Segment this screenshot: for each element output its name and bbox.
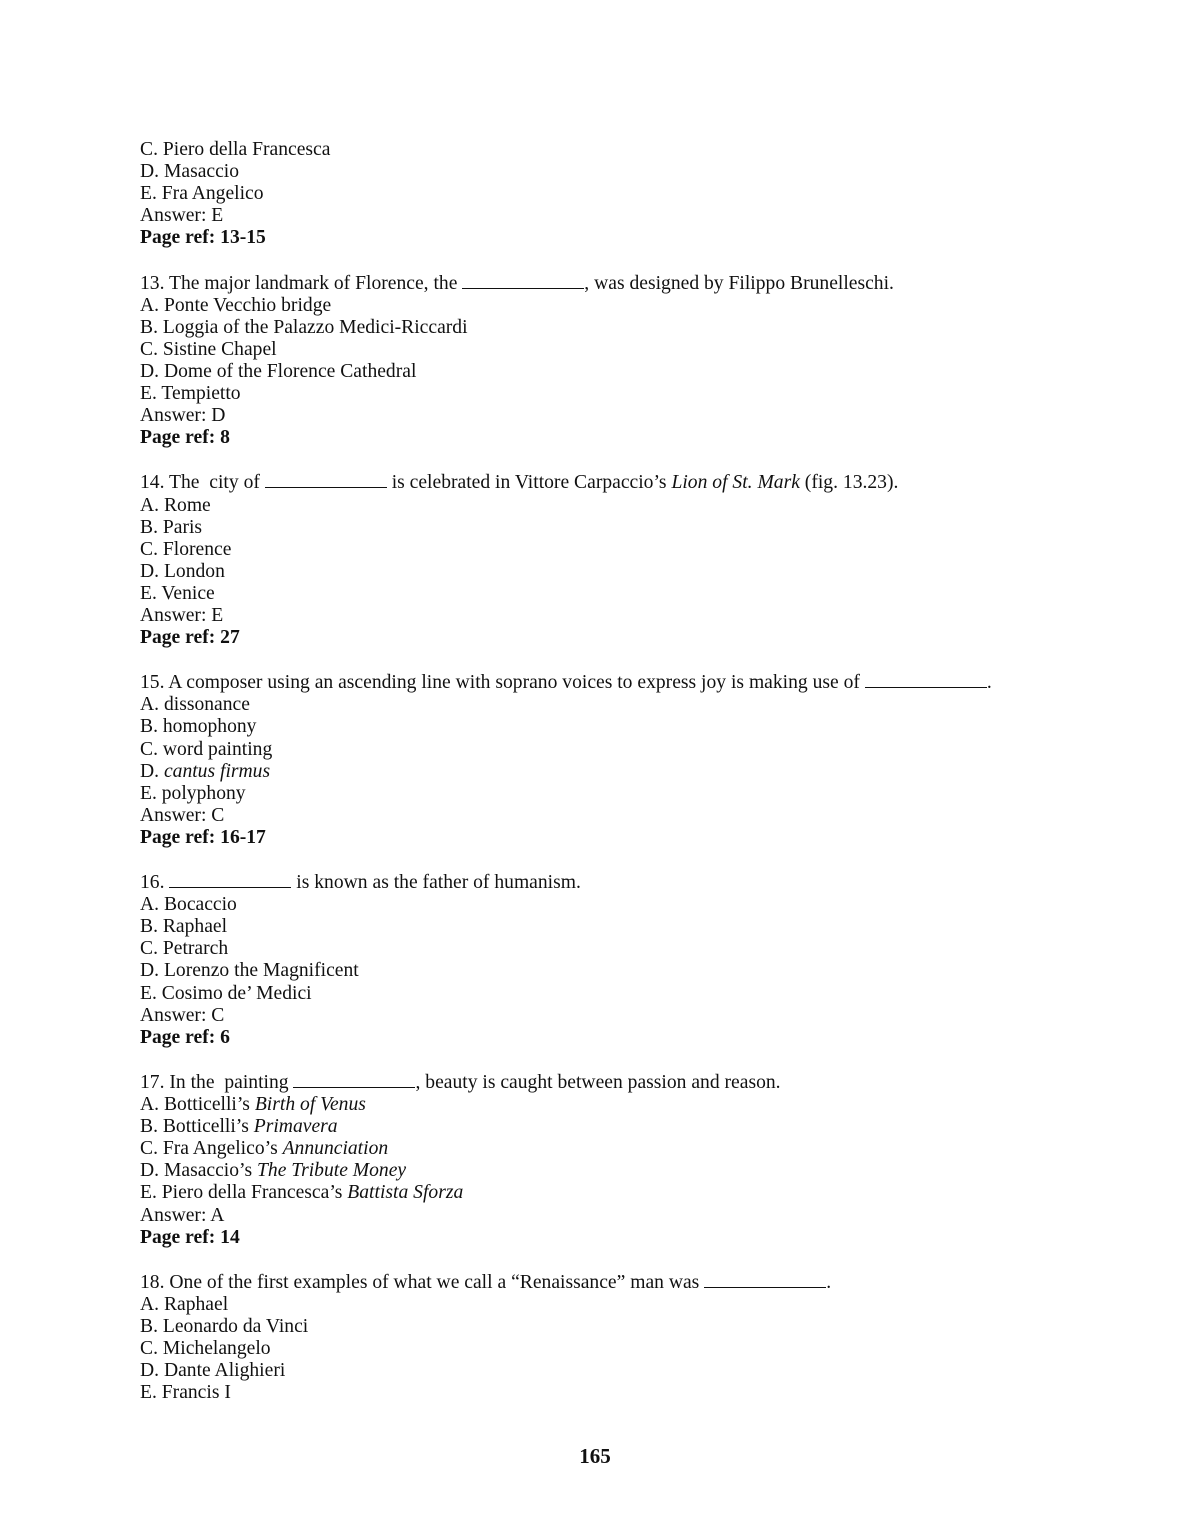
text-segment: 18. One of the first examples of what we call a “Renaissance” man was	[140, 1271, 705, 1293]
document-body	[140, 139, 1100, 1426]
question-stem	[140, 272, 1100, 295]
answer-option	[140, 339, 1100, 361]
page-reference: Page ref: 27	[140, 627, 240, 649]
answer-key: Answer: D	[140, 405, 226, 427]
answer-option	[140, 938, 1100, 960]
text-segment: 13. The major landmark of Florence, the	[140, 272, 463, 294]
answer-option	[140, 916, 1100, 938]
answer-option	[140, 295, 1100, 317]
answer-option	[140, 694, 1100, 716]
text-segment: A. Botticelli’s	[140, 1094, 255, 1116]
answer-option	[140, 1316, 1100, 1338]
italic-title: Battista Sforza	[347, 1182, 464, 1204]
answer-blank	[462, 272, 584, 289]
text-segment: C. Michelangelo	[140, 1338, 271, 1360]
text-segment: B. Paris	[140, 516, 203, 538]
page-reference: Page ref: 13-15	[140, 227, 266, 249]
text-segment: E. Fra Angelico	[140, 183, 264, 205]
text-segment: 15. A composer using an ascending line with soprano voices to express joy is making use of	[140, 672, 865, 694]
answer-option	[140, 761, 1100, 783]
question-block	[140, 471, 1100, 649]
text-segment: E. Venice	[140, 582, 215, 604]
text-segment: (fig. 13.23).	[799, 472, 899, 494]
text-segment: A. Ponte Vecchio bridge	[140, 294, 332, 316]
text-segment: B. Leonardo da Vinci	[140, 1315, 309, 1337]
text-segment: is celebrated in Vittore Carpaccio’s	[386, 472, 672, 494]
answer-blank	[169, 871, 291, 888]
answer-option	[140, 361, 1100, 383]
answer-blank	[293, 1071, 415, 1088]
page-reference: Page ref: 6	[140, 1026, 230, 1048]
answer-option	[140, 783, 1100, 805]
text-segment: B. homophony	[140, 716, 257, 738]
text-segment: A. Raphael	[140, 1293, 229, 1315]
question-block	[140, 272, 1100, 450]
answer-option	[140, 1338, 1100, 1360]
text-segment: .	[986, 672, 992, 694]
answer-option	[140, 894, 1100, 916]
text-segment: E. Francis I	[140, 1382, 231, 1404]
question-stem	[140, 471, 1100, 494]
text-segment: B. Botticelli’s	[140, 1116, 254, 1138]
text-segment: E. Cosimo de’ Medici	[140, 982, 312, 1004]
italic-title: Lion of St. Mark	[671, 472, 800, 494]
question-block	[140, 871, 1100, 1049]
answer-option	[140, 1094, 1100, 1116]
text-segment: 16.	[140, 872, 170, 894]
answer-option	[140, 1116, 1100, 1138]
answer-option	[140, 1382, 1100, 1404]
text-segment: D. Masaccio’s	[140, 1160, 257, 1182]
question-block	[140, 1271, 1100, 1405]
text-segment: C. Sistine Chapel	[140, 338, 277, 360]
page-reference: Page ref: 16-17	[140, 826, 266, 848]
text-segment: 14. The city of	[140, 472, 265, 494]
page-reference: Page ref: 14	[140, 1226, 240, 1248]
answer-key: Answer: C	[140, 1004, 225, 1026]
answer-option	[140, 1160, 1100, 1182]
text-segment: is known as the father of humanism.	[291, 872, 581, 894]
question-stem	[140, 871, 1100, 894]
text-segment: A. dissonance	[140, 694, 250, 716]
question-stem	[140, 671, 1100, 694]
text-segment: D. Lorenzo the Magnificent	[140, 960, 359, 982]
answer-blank	[265, 471, 387, 488]
text-segment: D.	[140, 760, 164, 782]
answer-key: Answer: A	[140, 1204, 225, 1226]
text-segment: B. Raphael	[140, 916, 228, 938]
answer-option	[140, 495, 1100, 517]
text-segment: D. Dome of the Florence Cathedral	[140, 360, 417, 382]
answer-key: Answer: E	[140, 604, 224, 626]
text-segment: A. Rome	[140, 494, 211, 516]
question-block	[140, 1071, 1100, 1249]
question-stem	[140, 1071, 1100, 1094]
answer-option	[140, 1294, 1100, 1316]
answer-option	[140, 161, 1100, 183]
text-segment: C. Fra Angelico’s	[140, 1138, 283, 1160]
text-segment: , was designed by Filippo Brunelleschi.	[584, 272, 894, 294]
answer-option	[140, 183, 1100, 205]
answer-option	[140, 317, 1100, 339]
page-reference: Page ref: 8	[140, 427, 230, 449]
text-segment: D. Dante Alighieri	[140, 1360, 286, 1382]
text-segment: D. Masaccio	[140, 161, 240, 183]
answer-key: Answer: E	[140, 205, 224, 227]
text-segment: 17. In the painting	[140, 1071, 294, 1093]
answer-option	[140, 583, 1100, 605]
answer-option	[140, 561, 1100, 583]
text-segment: C. word painting	[140, 738, 273, 760]
answer-option	[140, 383, 1100, 405]
text-segment: E. Tempietto	[140, 383, 241, 405]
text-segment: C. Petrarch	[140, 938, 229, 960]
question-block	[140, 139, 1100, 249]
italic-title: Annunciation	[282, 1138, 389, 1160]
answer-option	[140, 139, 1100, 161]
italic-title: Birth of Venus	[254, 1094, 366, 1116]
answer-option	[140, 1360, 1100, 1382]
question-block	[140, 671, 1100, 849]
text-segment: , beauty is caught between passion and reason.	[415, 1071, 781, 1093]
answer-blank	[865, 671, 987, 688]
answer-option	[140, 716, 1100, 738]
text-segment: E. polyphony	[140, 782, 246, 804]
text-segment: A. Bocaccio	[140, 894, 237, 916]
text-segment: E. Piero della Francesca’s	[140, 1182, 348, 1204]
answer-option	[140, 983, 1100, 1005]
answer-option	[140, 1182, 1100, 1204]
answer-option	[140, 960, 1100, 982]
italic-title: Primavera	[253, 1116, 338, 1138]
text-segment: C. Piero della Francesca	[140, 139, 331, 160]
answer-blank	[704, 1271, 826, 1288]
answer-option	[140, 517, 1100, 539]
italic-title: cantus firmus	[163, 760, 271, 782]
text-segment: .	[826, 1271, 832, 1293]
answer-option	[140, 739, 1100, 761]
answer-key: Answer: C	[140, 804, 225, 826]
page-number: 165	[579, 1444, 611, 1468]
answer-option	[140, 539, 1100, 561]
question-stem	[140, 1271, 1100, 1294]
text-segment: C. Florence	[140, 538, 232, 560]
text-segment: D. London	[140, 560, 225, 582]
italic-title: The Tribute Money	[257, 1160, 407, 1182]
answer-option	[140, 1138, 1100, 1160]
text-segment: B. Loggia of the Palazzo Medici-Riccardi	[140, 316, 468, 338]
